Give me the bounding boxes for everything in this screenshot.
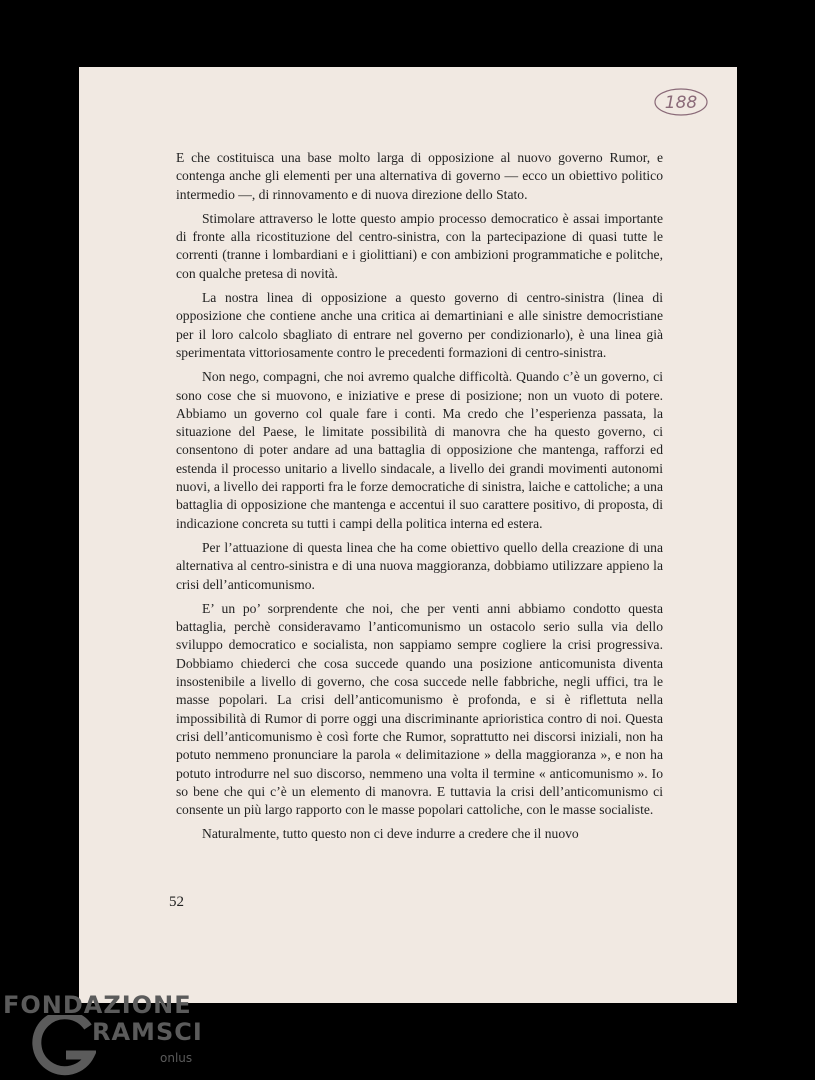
document-page (79, 67, 737, 1003)
watermark-logo (0, 990, 215, 1080)
paragraph-4: Non nego, compagni, che noi avremo qualche difficoltà. Quando c’è un governo, ci sono cose che si muovono, e iniziative e prese di posizione; non un vuoto di potere. Abbiamo un governo col quale fare i conti. Ma credo che l’esperienza passata, la situazione del Paese, le limitate possibilità di manovra che ha questo governo, ci consentono di poter andare ad una battaglia di opposizione che mantenga, rafforzi ed estenda il processo unitario a livello sindacale, a livello dei grandi movimenti autonomi nuovi, a livello dei rapporti fra le forze democratiche di sinistra, laiche e cattoliche; a una battaglia di opposizione che mantenga e accentui il suo carattere positivo, di proposta, di indicazione concreta su tutti i campi della politica interna ed estera. (176, 369, 663, 531)
paragraph-2: Stimolare attraverso le lotte questo ampio processo democratico è assai importante di fronte alla ricostituzione del centro-sinistra, con la partecipazione di quasi tutte le correnti (tranne i lombardiani e i giolittiani) e con ambizioni programmatiche e politche, con qualche pretesa di novità. (176, 210, 663, 281)
paragraph-1: E che costituisca una base molto larga di opposizione al nuovo governo Rumor, e contenga anche gli elementi per una alternativa di governo — ecco un obiettivo politico intermedio —, di rinnovamento e di nuova direzione dello Stato. (176, 150, 663, 202)
body-text (176, 149, 663, 850)
logo-g-icon (30, 1015, 96, 1077)
annotation-text: 188 (664, 93, 698, 113)
paragraph-6: E’ un po’ sorprendente che noi, che per venti anni abbiamo condotto questa battaglia, perchè consideravamo l’anticomunismo un ostacolo serio sulla via dello sviluppo democratico e socialista, non sappiamo sempre cogliere la crisi progressiva. Dobbiamo chiederci che cosa succede quando una posizione anticomunista diventa insostenibile a livello di governo, che cosa succede nelle fabbriche, negli uffici, tra le masse popolari. La crisi dell’anticomunismo è profonda, e si è riflettuta nella impossibilità di Rumor di porre oggi una discriminante aprioristica contro di noi. Questa crisi dell’anticomunismo è così forte che Rumor, soprattutto nei discorsi iniziali, non ha potuto nemmeno pronunciare la parola « delimitazione » della maggioranza », e non ha potuto introdurre nel suo discorso, nemmeno una volta il termine « anticomunismo ». Io so bene che qui c’è un elemento di manovra. E tuttavia la crisi dell’anticomunismo ci consente un più largo rapporto con le masse popolari cattoliche, con le masse socialiste. (176, 600, 663, 818)
logo-line-1: FONDAZIONE (3, 991, 192, 1019)
logo-subtitle: onlus (160, 1051, 193, 1065)
page-number: 52 (169, 894, 184, 910)
paragraph-3: La nostra linea di opposizione a questo governo di centro-sinistra (linea di opposizione che contiene anche una critica ai demartiniani e alle sinistre democristiane per il loro calcolo sbagliato di entrare nel governo per condizionarlo), è una linea già sperimentata vittoriosamente contro le precedenti formazioni di centro-sinistra. (176, 290, 663, 360)
handwritten-page-annotation (653, 86, 709, 118)
logo-line-2: RAMSCI (92, 1018, 203, 1046)
paragraph-7: Naturalmente, tutto questo non ci deve indurre a credere che il nuovo (202, 826, 579, 842)
paragraph-5: Per l’attuazione di questa linea che ha come obiettivo quello della creazione di una alternativa al centro-sinistra e di una nuova maggioranza, dobbiamo utilizzare appieno la crisi dell’anticomunismo. (176, 539, 663, 592)
